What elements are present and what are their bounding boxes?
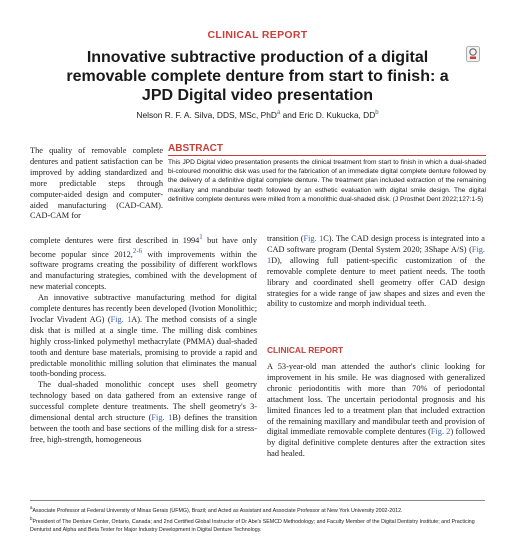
check-for-updates-icon[interactable]: [466, 46, 480, 62]
author-1: Nelson R. F. A. Silva, DDS, MSc, PhD: [136, 110, 277, 120]
figure-link[interactable]: Fig. 1: [110, 314, 132, 324]
affiliation-mark-b[interactable]: b: [375, 110, 379, 117]
abstract-heading: ABSTRACT: [168, 143, 223, 154]
author-2: Eric D. Kukucka, DD: [298, 110, 376, 120]
abstract-text: This JPD Digital video presentation presents the clinical treatment from start to finish in which a dual-shaded bi-coloured monolithic disk was used for the fabrication of an immediate digital complete denture followed by the delivery of a definitive digital complete denture. The treatment plan included extraction of the remaining maxillary and mandibular teeth followed by an esthetic evaluation with digital smile design. The digital definitive complete dentures were milled from a monolithic dual-shaded disk. (J Prosthet Dent 2022;127:1-5): [168, 159, 486, 203]
footnote-b: $^b$President of The Denture Center, Ontario, Canada; and 2nd Certified Global Instructor of Dr Abe's SEMCD Methodology; and Faculty Member of the Digital Dentistry Institute; and Practicing Denturist and Alpha and Beta Tester for Major Industry Development in Digital Denture Technology.: [30, 516, 475, 533]
left-column: [30, 233, 257, 446]
intro-paragraph-1: complete dentures were first described in 1994$^1$ but have only become popular since 2012,$^{2-6}$ with improvements within the software programs creating the possibility of different workflows and manufacturing strategies, combined with the development of new material concepts.: [30, 234, 257, 292]
author-line: [0, 110, 515, 120]
affiliation-mark-a[interactable]: a: [276, 110, 281, 117]
figure-link[interactable]: Fig. 1: [267, 244, 485, 265]
reference-link-2-6[interactable]: 2-6: [132, 247, 143, 255]
right-paragraph-1: transition (Fig. 1C). The CAD design process is integrated into a CAD software program (Dental System 2020; 3Shape A/S) (Fig. 1D), allowing full patient-specific customization of the removable complete denture to meet patient needs. The tooth library and coordinated shell geometry offer CAD design strategies for a wide range of jaw shapes and sizes and even the ability to customize and morph individual teeth.: [267, 234, 485, 309]
abstract-divider: [168, 155, 486, 156]
footnote-divider: [30, 500, 485, 501]
clinical-report-paragraph: A 53-year-old man attended the author's clinic looking for improvement in his smile. He was diagnosed with generalized chronic periodontitis with more than 70% of periodontal attachment loss. The uncertain periodontal prognosis and his limited finances led to a treatment plan that included extraction of the remaining maxillary and mandibular teeth and provision of digital immediate removable complete dentures (Fig. 2) followed by digital definitive complete dentures after the extraction sites had healed.: [267, 362, 485, 459]
reference-link-1[interactable]: 1: [199, 234, 203, 241]
author-connector: and: [280, 110, 299, 120]
section-label: CLINICAL REPORT: [207, 29, 308, 41]
footnote-a: $^a$Associate Professor at Federal University of Minas Gerais (UFMG), Brazil; and Acted as Assistant and Associate Professor at New York University 2002-2012.: [30, 505, 403, 514]
clinical-report-column: [267, 362, 485, 460]
footnotes: [30, 504, 485, 534]
article-title: Innovative subtractive production of a digital removable complete denture from start to finish: a JPD Digital video presentation: [66, 49, 449, 104]
intro-lead-text: The quality of removable complete dentures and patient satisfaction can be improved by adding standardized and more predictable steps through computer-aided design and computer-aided manufacturing (CAD-CAM). CAD-CAM for: [30, 146, 163, 221]
intro-lead-column: [30, 146, 163, 222]
intro-paragraph-3: The dual-shaded monolithic concept uses shell geometry technology based on data gathered from an extensive range of successful complete denture treatments. The shell geometry's 3-dimensional dental arch structure (Fig. 1B) defines the transition between the tooth and base sections of the milling disk for a stress-free, high-strength, homogeneous: [30, 380, 257, 444]
intro-paragraph-2: An innovative subtractive manufacturing method for digital complete dentures has recently been developed (Ivotion Monolithic; Ivoclar Vivadent AG) (Fig. 1A). The method consists of a single disk that is milled at a single time. The milling disk combines highly cross-linked polymethyl methacrylate (PMMA) dual-shaded tooth and denture base materials, promising to provide a rapid and predictable monolithic milling solution that eliminates the manual tooth-bonding process.: [30, 293, 257, 379]
right-column: [267, 234, 485, 310]
figure-link[interactable]: Fig. 2: [430, 427, 451, 437]
figure-link[interactable]: Fig. 1: [151, 413, 173, 423]
clinical-report-heading: CLINICAL REPORT: [267, 345, 344, 355]
figure-link[interactable]: Fig. 1: [303, 234, 324, 243]
